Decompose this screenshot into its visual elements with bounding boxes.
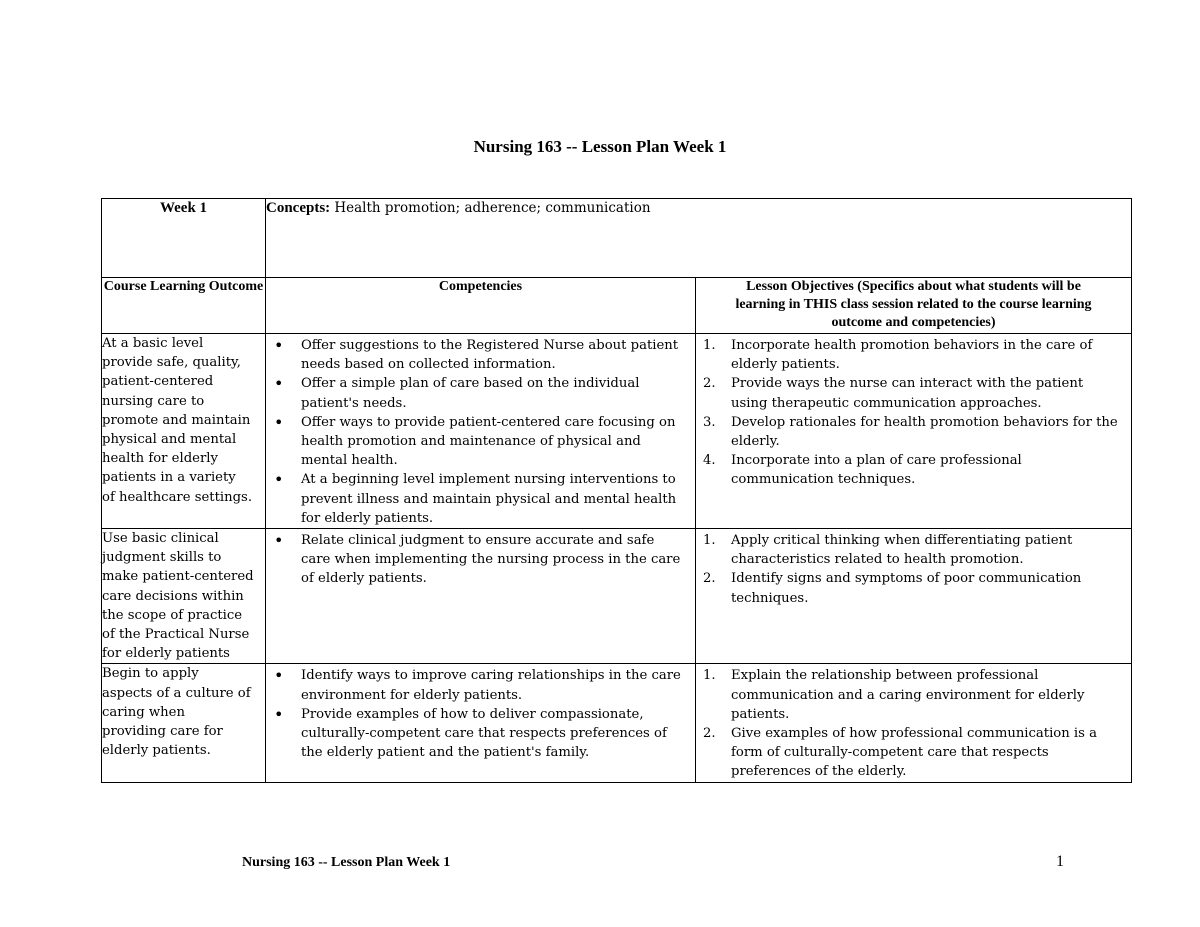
objective-list xyxy=(696,334,1131,490)
objectives-cell xyxy=(696,529,1132,664)
outcome-line: of healthcare settings. xyxy=(102,489,253,505)
objective-item xyxy=(703,666,1123,724)
page-number: 1 xyxy=(1056,853,1064,870)
outcome-line: aspects of a culture of xyxy=(102,685,251,701)
outcome-line: for elderly patients xyxy=(102,646,230,662)
objectives-cell xyxy=(696,334,1132,529)
competency-item: • Provide examples of how to deliver compassionate, culturally-competent care that respects preferences of the elderly patient and the patient's family. xyxy=(301,705,687,763)
outcome-line: health for elderly xyxy=(102,451,218,467)
header-objectives: Lesson Objectives (Specifics about what students will be learning in THIS class session related to the course learning outcome and competencies) xyxy=(696,278,1132,334)
page-title: Nursing 163 -- Lesson Plan Week 1 xyxy=(473,137,727,156)
concepts-text: Health promotion; adherence; communication xyxy=(334,200,651,216)
objective-item xyxy=(703,374,1123,412)
objective-item xyxy=(703,336,1123,374)
objective-text: Apply critical thinking when differentiating patient characteristics related to health promotion. xyxy=(731,533,1073,568)
competency-item: • Offer a simple plan of care based on the individual patient's needs. xyxy=(301,374,687,412)
competencies-cell xyxy=(266,664,696,782)
outcome-line: the scope of practice xyxy=(102,607,243,623)
objective-item xyxy=(703,451,1123,489)
competency-item: • Offer suggestions to the Registered Nurse about patient needs based on collected information. xyxy=(301,336,687,374)
objective-number: 3. xyxy=(703,414,716,430)
objective-number: 1. xyxy=(703,533,716,549)
week-row xyxy=(102,199,1132,278)
outcome-cell xyxy=(102,529,266,664)
objective-number: 2. xyxy=(703,726,716,742)
outcome-cell xyxy=(102,664,266,782)
outcome-line: patients in a variety xyxy=(102,470,236,486)
lesson-plan-table xyxy=(101,198,1132,783)
outcome-line: At a basic level xyxy=(102,336,204,351)
outcome-line: patient-centered xyxy=(102,374,214,390)
objective-text: Develop rationales for health promotion behaviors for the elderly. xyxy=(731,414,1118,450)
objective-text: Explain the relationship between professional communication and a caring environment for elderly patients. xyxy=(731,668,1085,722)
outcome-line: make patient-centered xyxy=(102,569,254,585)
objective-item xyxy=(703,724,1123,782)
competency-list xyxy=(266,334,695,528)
table-row xyxy=(102,664,1132,782)
concepts-label: Concepts: xyxy=(266,200,331,216)
outcome-line: caring when xyxy=(102,704,185,720)
table-row xyxy=(102,334,1132,529)
header-row xyxy=(102,278,1132,334)
outcome-cell xyxy=(102,334,266,529)
objective-text: Incorporate into a plan of care professional communication techniques. xyxy=(731,453,1022,488)
objective-text: Identify signs and symptoms of poor communication techniques. xyxy=(731,571,1082,606)
competency-item: • Identify ways to improve caring relationships in the care environment for elderly patients. xyxy=(301,666,687,704)
outcome-line: care decisions within xyxy=(102,588,244,604)
competency-list xyxy=(266,664,695,762)
objective-number: 1. xyxy=(703,668,716,684)
objective-number: 2. xyxy=(703,571,716,587)
header-outcome: Course Learning Outcome xyxy=(102,278,266,334)
outcome-line: provide safe, quality, xyxy=(102,355,241,371)
outcome-line: providing care for xyxy=(102,724,223,740)
outcome-line: elderly patients. xyxy=(102,743,211,759)
footer-title: Nursing 163 -- Lesson Plan Week 1 xyxy=(242,855,451,870)
competencies-cell xyxy=(266,529,696,664)
objective-text: Incorporate health promotion behaviors in the care of elderly patients. xyxy=(731,338,1093,373)
header-competencies: Competencies xyxy=(266,278,696,334)
outcome-line: promote and maintain xyxy=(102,412,251,428)
outcome-line: Begin to apply xyxy=(102,666,199,682)
objective-number: 1. xyxy=(703,338,716,353)
objectives-cell xyxy=(696,664,1132,782)
competencies-cell xyxy=(266,334,696,529)
objective-number: 4. xyxy=(703,453,716,469)
objective-item xyxy=(703,569,1123,607)
outcome-line: physical and mental xyxy=(102,432,237,448)
objective-item xyxy=(703,531,1123,569)
table-row xyxy=(102,529,1132,664)
competency-item: • At a beginning level implement nursing interventions to prevent illness and maintain physical and mental health for elderly patients. xyxy=(301,470,687,528)
objective-number: 2. xyxy=(703,376,716,392)
objective-text: Provide ways the nurse can interact with the patient using therapeutic communication approaches. xyxy=(731,376,1084,411)
objective-list xyxy=(696,529,1131,608)
outcome-line: of the Practical Nurse xyxy=(102,627,250,643)
objective-item xyxy=(703,413,1123,451)
outcome-line: nursing care to xyxy=(102,393,205,409)
concepts-cell xyxy=(266,199,1132,278)
objective-list xyxy=(696,664,1131,781)
competency-list xyxy=(266,529,695,589)
outcome-line: Use basic clinical xyxy=(102,531,219,547)
outcome-line: judgment skills to xyxy=(102,550,222,566)
week-label: Week 1 xyxy=(102,199,266,278)
objective-text: Give examples of how professional communication is a form of culturally-competent care that respects preferences of the elderly. xyxy=(731,726,1097,780)
competency-item: • Offer ways to provide patient-centered care focusing on health promotion and maintenance of physical and mental health. xyxy=(301,413,687,471)
competency-item: • Relate clinical judgment to ensure accurate and safe care when implementing the nursing process in the care of elderly patients. xyxy=(301,531,687,589)
